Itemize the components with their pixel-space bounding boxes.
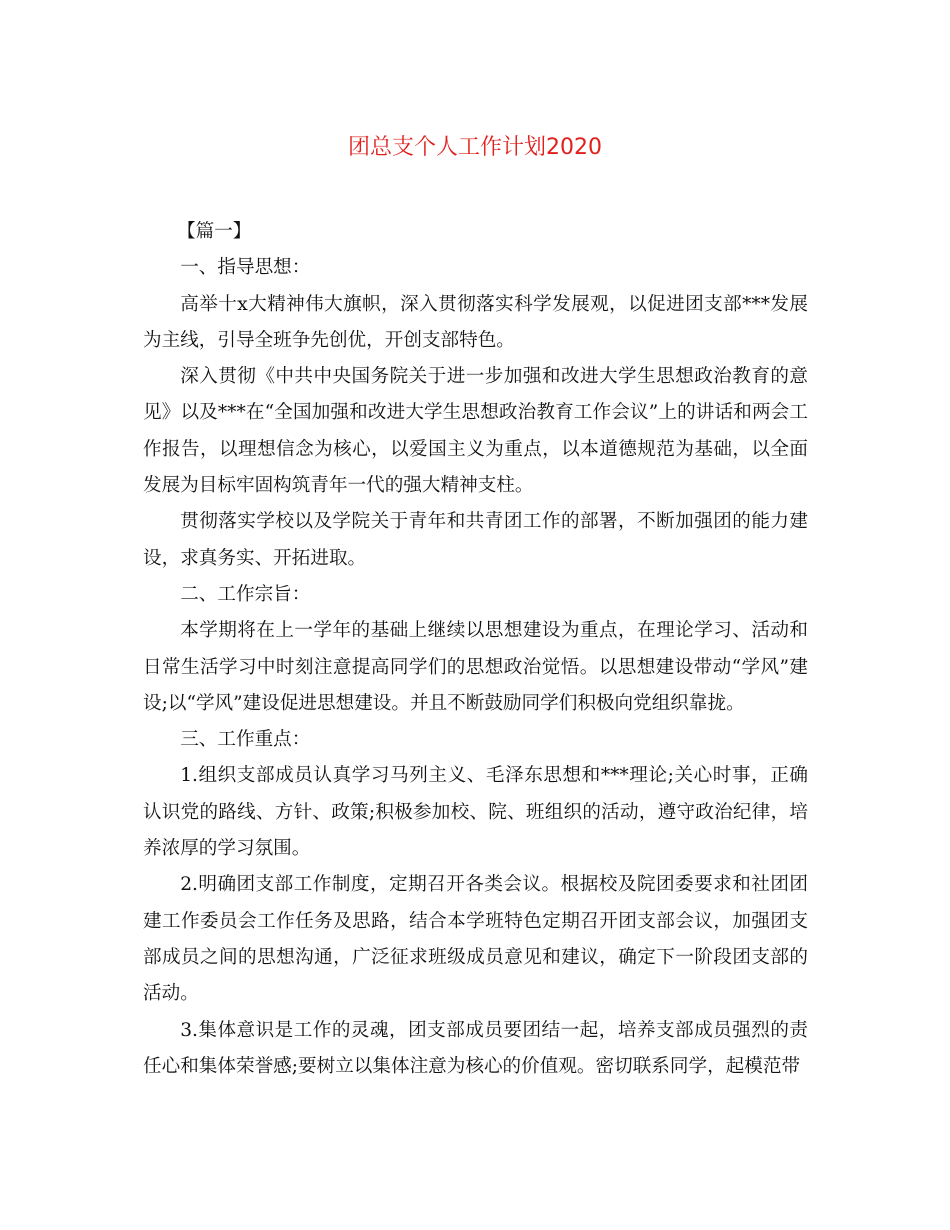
list-item: 3.集体意识是工作的灵魂，团支部成员要团结一起，培养支部成员强烈的责任心和集体荣誉感;要树立以集体注意为核心的价值观。密切联系同学，起模范带 (143, 1019, 808, 1077)
paragraph: 深入贯彻《中共中央国务院关于进一步加强和改进大学生思想政治教育的意见》以及***在“全国加强和改进大学生思想政治教育工作会议”上的讲话和两会工作报告，以理想信念为核心，以爱国主义为重点，以本道德规范为基础，以全面发展为目标牢固构筑青年一代的强大精神支柱。 (143, 366, 808, 497)
heading-work-purpose: 二、工作宗旨： (180, 583, 311, 605)
section-label: 【篇一】 (177, 221, 252, 242)
list-item: 2.明确团支部工作制度，定期召开各类会议。根据校及院团委要求和社团团建工作委员会工作任务及思路，结合本学班特色定期召开团支部会议，加强团支部成员之间的思想沟通，广泛征求班级成员意见和建议，确定下一阶段团支部的活动。 (143, 874, 808, 1005)
document-body (143, 214, 808, 1085)
list-item: 1.组织支部成员认真学习马列主义、毛泽东思想和***理论;关心时事，正确认识党的路线、方针、政策;积极参加校、院、班组织的活动，遵守政治纪律，培养浓厚的学习氛围。 (143, 765, 808, 860)
document-title: 团总支个人工作计划2020 (348, 135, 602, 160)
heading-guiding-ideology: 一、指导思想： (180, 257, 311, 279)
paragraph: 本学期将在上一学年的基础上继续以思想建设为重点，在理论学习、活动和日常生活学习中时刻注意提高同学们的思想政治觉悟。以思想建设带动“学风”建设;以“学风”建设促进思想建设。并且不断鼓励同学们积极向党组织靠拢。 (143, 620, 808, 714)
paragraph: 高举十x大精神伟大旗帜，深入贯彻落实科学发展观，以促进团支部***发展为主线，引导全班争先创优，开创支部特色。 (143, 293, 808, 351)
heading-work-focus: 三、工作重点： (180, 729, 311, 751)
paragraph: 贯彻落实学校以及学院关于青年和共青团工作的部署，不断加强团的能力建设，求真务实、开拓进取。 (143, 511, 808, 569)
